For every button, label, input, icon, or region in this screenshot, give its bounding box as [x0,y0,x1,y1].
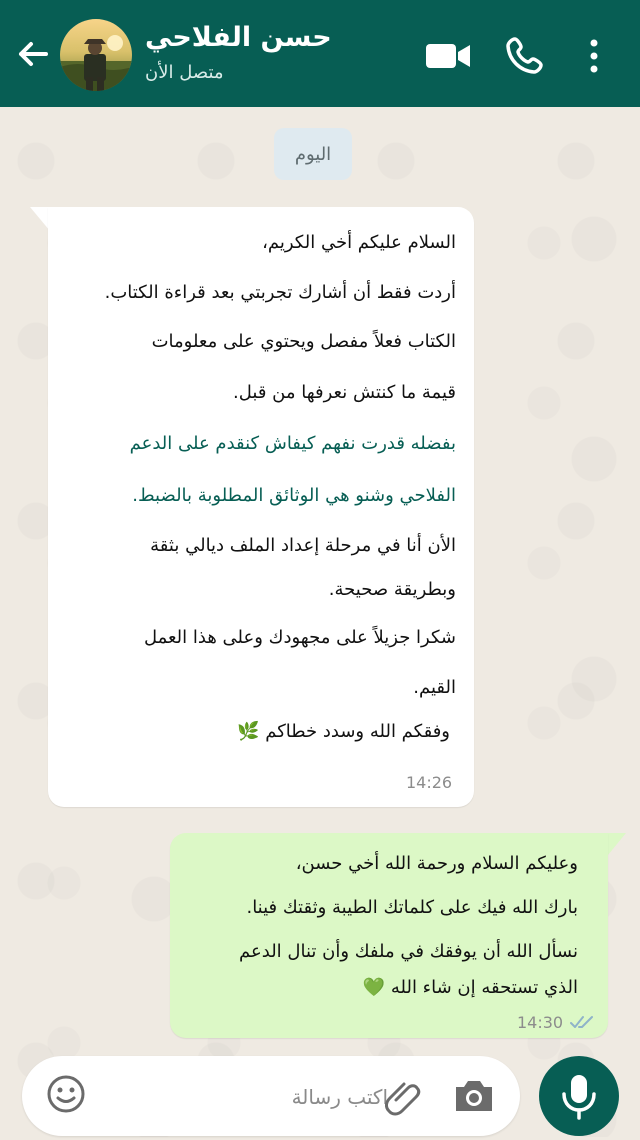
outgoing-bubble-tail [608,833,626,855]
message-input[interactable] [116,1074,390,1120]
date-separator: اليوم [274,128,352,180]
video-camera-icon[interactable] [424,36,472,76]
camera-icon[interactable] [452,1076,496,1116]
message-line: وبطريقة صحيحة. [328,579,456,600]
contact-name[interactable]: حسن الفلاحي [145,22,332,53]
message-line: الذي تستحقه إن شاء الله 💚 [362,977,578,998]
double-check-icon [570,1014,596,1030]
arrow-left-icon[interactable] [12,34,52,74]
message-line: وعليكم السلام ورحمة الله أخي حسن، [295,853,578,874]
contact-status: متصل الأن [145,62,224,83]
message-time: 14:30 [517,1013,564,1032]
message-line: الكتاب فعلاً مفصل ويحتوي على معلومات [151,331,456,352]
message-line: القيم. [413,677,456,698]
phone-icon[interactable] [504,36,544,76]
message-line: بارك الله فيك على كلماتك الطيبة وثقتك فينا. [246,897,578,918]
message-line-highlight: بفضله قدرت نفهم كيفاش كنقدم على الدعم [129,433,456,454]
incoming-bubble-tail [30,207,50,231]
emoji-icon[interactable] [46,1074,86,1114]
more-vertical-icon[interactable] [584,36,604,76]
outgoing-message-bubble[interactable] [170,833,608,1038]
microphone-button[interactable] [539,1056,619,1136]
avatar[interactable] [60,19,132,91]
microphone-icon [539,1056,619,1136]
paperclip-icon[interactable] [382,1076,422,1116]
avatar-image [60,19,132,91]
message-composer [22,1056,520,1136]
message-line: نسأل الله أن يوفقك في ملفك وأن تنال الدعم [239,941,578,962]
message-line: السلام عليكم أخي الكريم، [262,232,456,253]
message-line: شكرا جزيلاً على مجهودك وعلى هذا العمل [143,627,456,648]
message-line: وفقكم الله وسدد خطاكم 🌿 [237,721,450,742]
incoming-message-bubble[interactable] [48,207,474,807]
message-line: قيمة ما كنتش نعرفها من قبل. [233,382,456,403]
message-line-highlight: الفلاحي وشنو هي الوثائق المطلوبة بالضبط. [132,485,456,506]
message-time: 14:26 [406,773,453,792]
message-line: أردت فقط أن أشارك تجربتي بعد قراءة الكتاب. [104,282,456,303]
chat-header [0,0,640,107]
message-line: الأن أنا في مرحلة إعداد الملف ديالي بثقة [150,535,456,556]
